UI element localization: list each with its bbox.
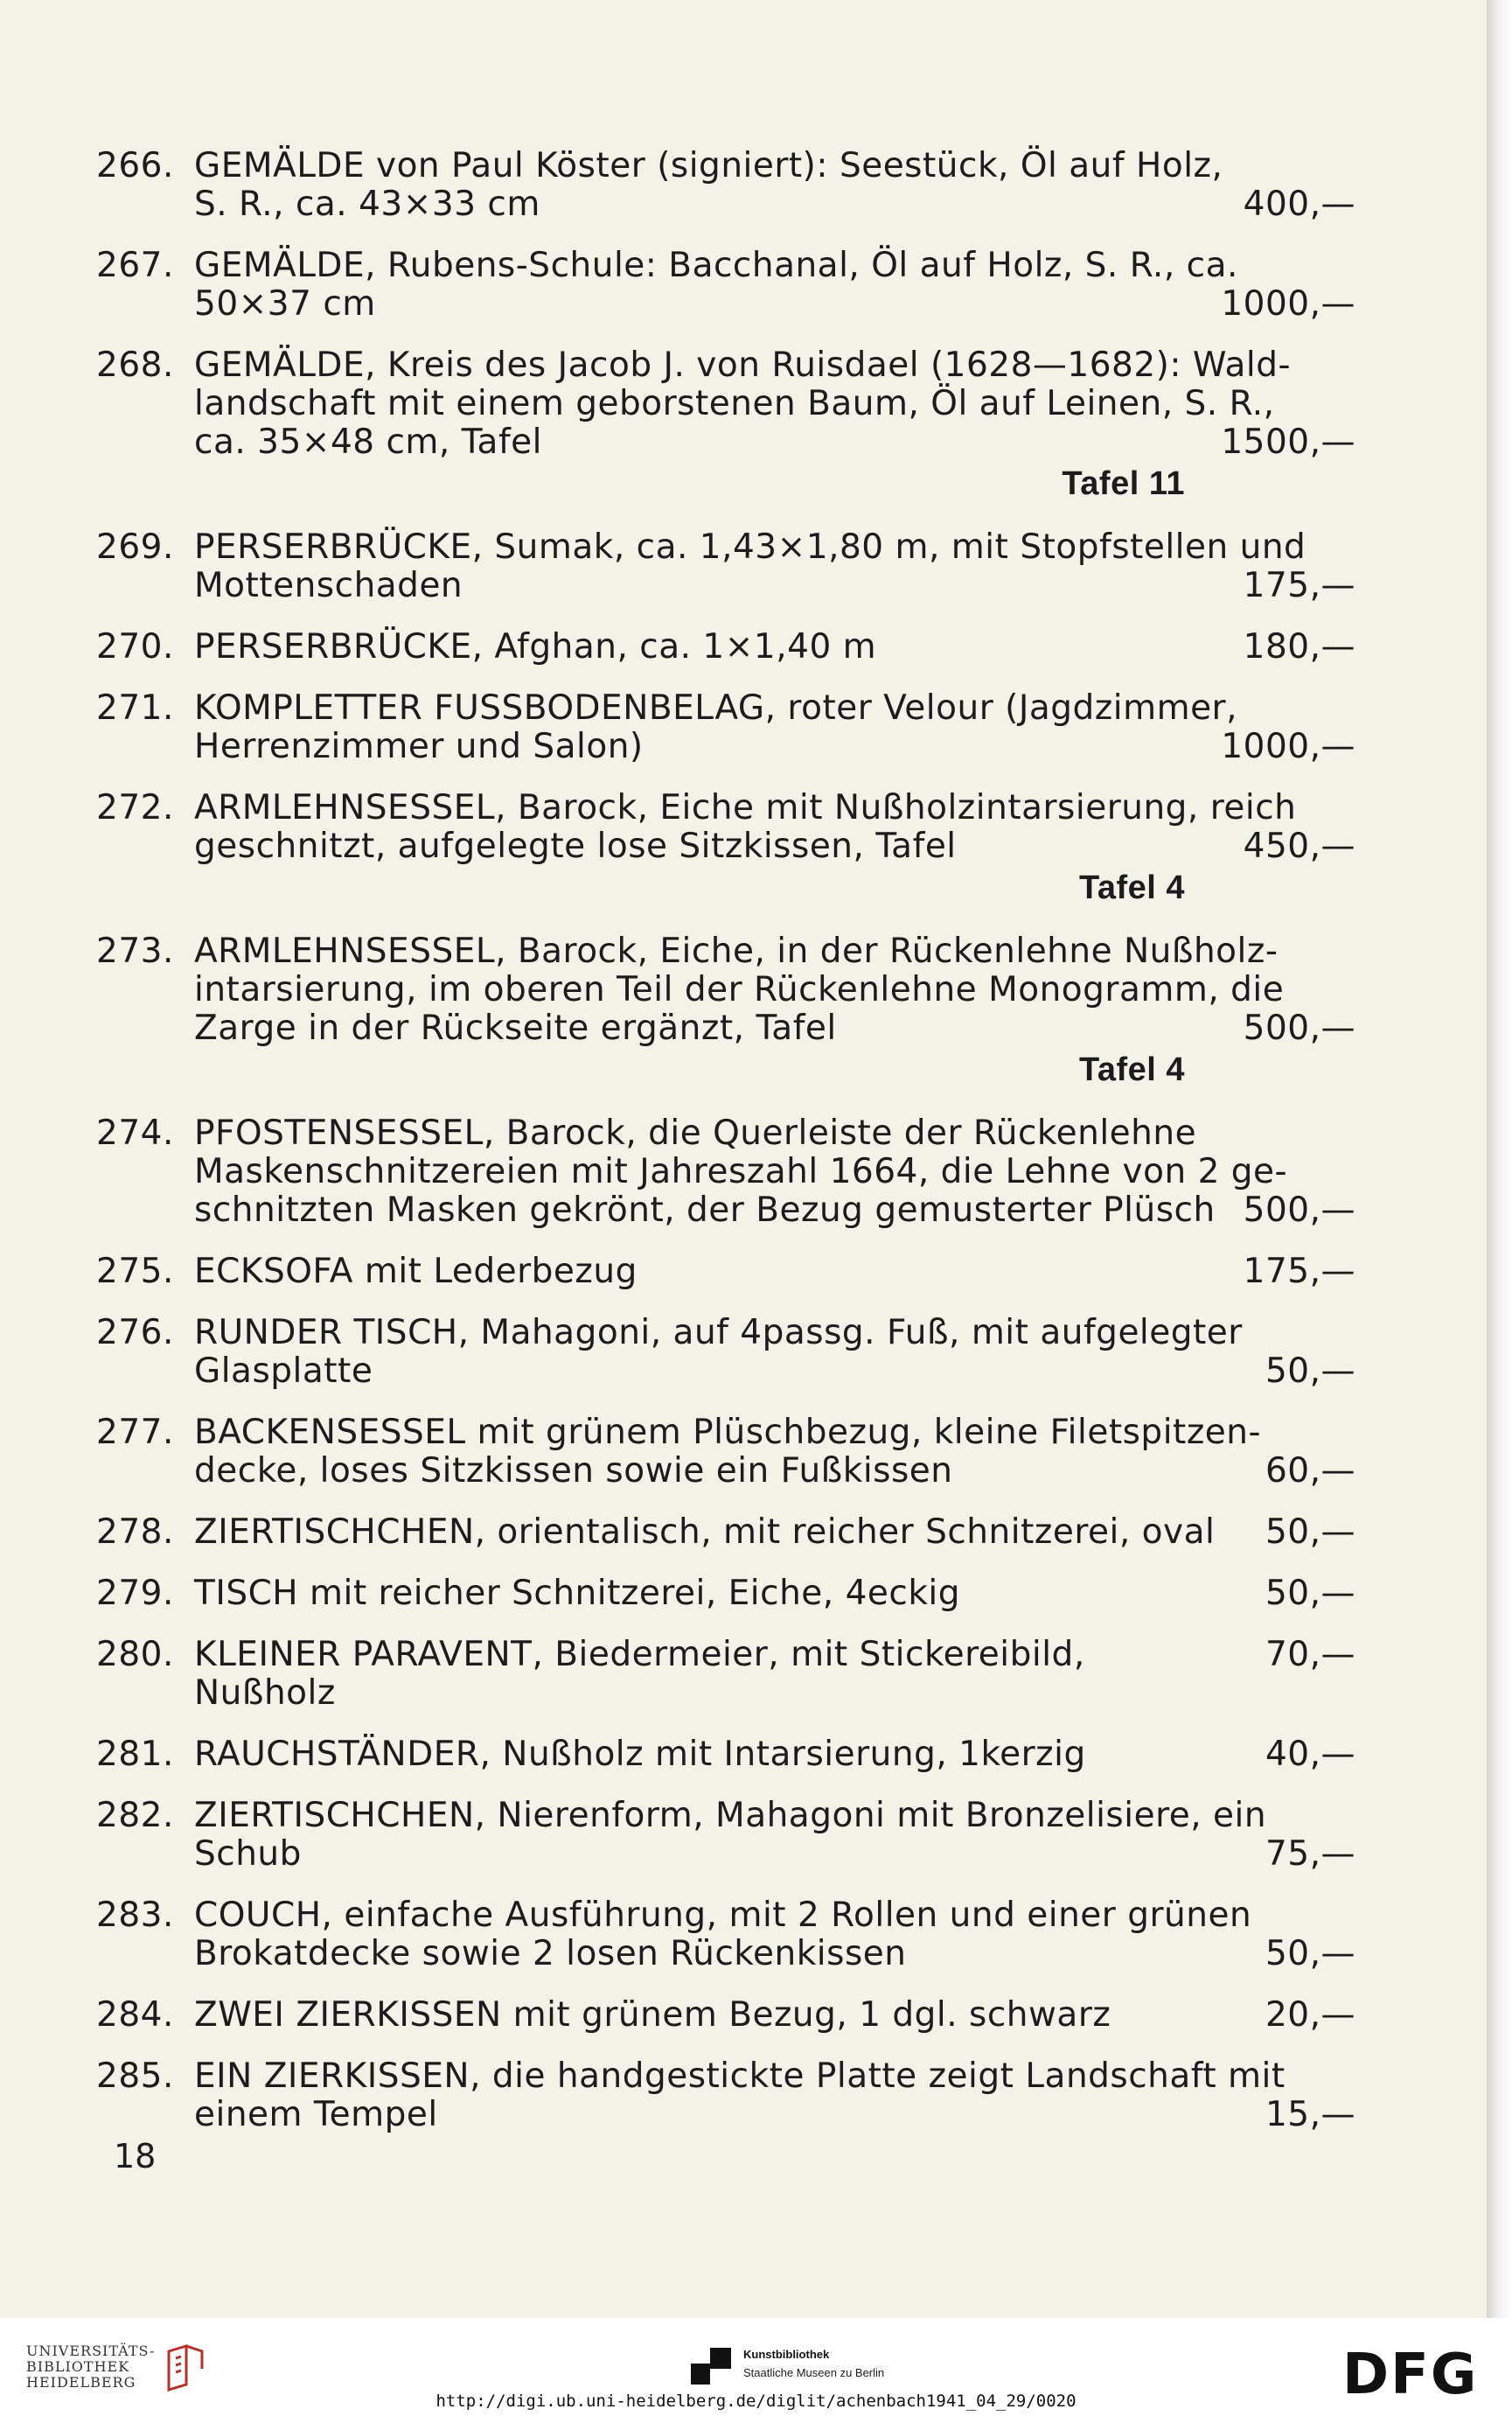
description-text: PERSERBRÜCKE, Sumak, ca. 1,43×1,80 m, mit Stopfstellen und	[194, 527, 1306, 567]
description-line	[194, 147, 1355, 185]
catalog-entry	[96, 1414, 1355, 1491]
page-number: 18	[114, 2137, 157, 2175]
lot-description	[194, 147, 1355, 224]
lot-price: 20,—	[1265, 1995, 1355, 2035]
description-line	[194, 1414, 1355, 1452]
lot-price: 1500,—	[1221, 422, 1355, 462]
description-text: ca. 35×48 cm, Tafel	[194, 422, 543, 462]
description-line	[194, 1896, 1355, 1935]
lot-price: 500,—	[1243, 1191, 1355, 1230]
university-seal-icon	[164, 2343, 207, 2392]
university-library-logo[interactable]	[26, 2343, 207, 2392]
description-line	[194, 1835, 1355, 1874]
description-line	[194, 528, 1355, 567]
description-text: Maskenschnitzereien mit Jahreszahl 1664, die Lehne von 2 ge-	[194, 1152, 1288, 1191]
description-text: RUNDER TISCH, Mahagoni, auf 4passg. Fuß, mit aufgelegter	[194, 1313, 1243, 1352]
description-line	[194, 789, 1355, 827]
catalog-entry	[96, 1735, 1355, 1774]
kunstbibliothek-title: Kunstbibliothek	[743, 2348, 830, 2361]
lot-number: 273.	[96, 932, 174, 971]
lot-description	[194, 1114, 1355, 1230]
kunstbibliothek-logo[interactable]	[691, 2348, 884, 2385]
catalog-entry	[96, 1314, 1355, 1391]
description-line	[194, 1153, 1355, 1191]
lot-description	[194, 1735, 1355, 1774]
description-text: COUCH, einfache Ausführung, mit 2 Rollen und einer grünen	[194, 1896, 1252, 1935]
catalog-entry	[96, 346, 1355, 506]
catalog-entry	[96, 247, 1355, 324]
catalog-entry	[96, 932, 1355, 1092]
description-line	[194, 423, 1355, 462]
description-text: Schub	[194, 1834, 302, 1874]
lot-number: 281.	[96, 1735, 174, 1774]
lot-price: 450,—	[1243, 827, 1355, 866]
description-line	[194, 628, 1355, 667]
lot-number: 279.	[96, 1574, 174, 1613]
lot-number: 276.	[96, 1313, 174, 1352]
description-text: ARMLEHNSESSEL, Barock, Eiche mit Nußholzintarsierung, reich	[194, 788, 1297, 827]
description-line	[194, 2096, 1355, 2134]
lot-price: 75,—	[1265, 1834, 1355, 1874]
lot-description	[194, 628, 1355, 667]
lot-number: 283.	[96, 1896, 174, 1935]
lot-description	[194, 1636, 1355, 1713]
description-line	[194, 1996, 1355, 2035]
description-text: Brokatdecke sowie 2 losen Rückenkissen	[194, 1934, 907, 1973]
lot-number: 278.	[96, 1512, 174, 1552]
description-text: ARMLEHNSESSEL, Barock, Eiche, in der Rückenlehne Nußholz-	[194, 932, 1279, 971]
catalog-entry	[96, 1996, 1355, 2035]
description-line	[194, 1636, 1355, 1713]
lot-description	[194, 1414, 1355, 1491]
plate-reference: Tafel 4	[1078, 1051, 1185, 1088]
description-text: intarsierung, im oberen Teil der Rückenlehne Monogramm, die	[194, 970, 1285, 1009]
description-line	[194, 689, 1355, 728]
description-line	[194, 1735, 1355, 1774]
lot-description	[194, 247, 1355, 324]
description-text: GEMÄLDE von Paul Köster (signiert): Seestück, Öl auf Holz,	[194, 146, 1223, 185]
description-line	[194, 728, 1355, 766]
description-text: Zarge in der Rückseite ergänzt, Tafel	[194, 1009, 837, 1048]
lot-description	[194, 346, 1355, 506]
lot-number: 275.	[96, 1252, 174, 1291]
description-text: geschnitzt, aufgelegte lose Sitzkissen, Tafel	[194, 827, 957, 866]
description-line	[194, 385, 1355, 423]
lot-description	[194, 932, 1355, 1092]
description-text: PFOSTENSESSEL, Barock, die Querleiste der Rückenlehne	[194, 1114, 1197, 1153]
lot-number: 282.	[96, 1796, 174, 1835]
description-text: KOMPLETTER FUSSBODENBELAG, roter Velour (Jagdzimmer,	[194, 688, 1237, 728]
lot-price: 1000,—	[1221, 727, 1355, 766]
page-edge-shadow	[1487, 0, 1512, 2416]
description-text: RAUCHSTÄNDER, Nußholz mit Intarsierung, 1kerzig	[194, 1735, 1086, 1774]
description-line	[194, 1191, 1355, 1230]
description-line	[194, 1452, 1355, 1491]
lot-number: 285.	[96, 2056, 174, 2096]
description-line	[194, 1114, 1355, 1153]
description-text: Herrenzimmer und Salon)	[194, 727, 644, 766]
description-line	[194, 1575, 1355, 1613]
catalog-entry	[96, 789, 1355, 910]
lot-number: 277.	[96, 1413, 174, 1452]
catalog-entry	[96, 528, 1355, 605]
plate-reference: Tafel 11	[1062, 465, 1185, 502]
description-line	[194, 567, 1355, 605]
catalog-list	[96, 147, 1355, 2157]
description-line	[194, 346, 1355, 385]
lot-price: 180,—	[1243, 627, 1355, 667]
description-text: 50×37 cm	[194, 284, 376, 324]
lot-number: 266.	[96, 146, 174, 185]
kunstbibliothek-emblem-icon	[691, 2348, 731, 2385]
lot-price: 500,—	[1243, 1009, 1355, 1048]
catalog-entry	[96, 1797, 1355, 1874]
lot-description	[194, 1996, 1355, 2035]
description-text: landschaft mit einem geborstenen Baum, Öl auf Leinen, S. R.,	[194, 384, 1275, 423]
description-line	[194, 185, 1355, 224]
description-line	[194, 1513, 1355, 1552]
description-text: ECKSOFA mit Lederbezug	[194, 1252, 638, 1291]
catalog-entry	[96, 2057, 1355, 2134]
lot-price: 50,—	[1265, 1574, 1355, 1613]
catalog-entry	[96, 1513, 1355, 1552]
lot-description	[194, 1513, 1355, 1552]
description-line	[194, 1797, 1355, 1835]
description-text: ZIERTISCHCHEN, orientalisch, mit reicher Schnitzerei, oval	[194, 1512, 1216, 1552]
catalog-entry	[96, 1253, 1355, 1291]
lot-description	[194, 689, 1355, 766]
description-line	[194, 932, 1355, 971]
description-text: ZWEI ZIERKISSEN mit grünem Bezug, 1 dgl. schwarz	[194, 1995, 1111, 2035]
description-text: einem Tempel	[194, 2095, 438, 2134]
lot-number: 268.	[96, 346, 174, 385]
description-line	[194, 1253, 1355, 1291]
digitization-footer	[0, 2318, 1512, 2416]
description-text: KLEINER PARAVENT, Biedermeier, mit Stickereibild, Nußholz	[194, 1635, 1085, 1713]
lot-number: 274.	[96, 1114, 174, 1153]
description-line	[194, 971, 1355, 1009]
lot-price: 175,—	[1243, 566, 1355, 605]
kunstbibliothek-subtitle: Staatliche Museen zu Berlin	[743, 2366, 885, 2379]
description-line	[194, 1935, 1355, 1973]
lot-price: 40,—	[1265, 1735, 1355, 1774]
lot-price: 60,—	[1265, 1451, 1355, 1491]
description-line	[194, 285, 1355, 324]
description-text: GEMÄLDE, Kreis des Jacob J. von Ruisdael (1628—1682): Wald-	[194, 346, 1292, 385]
lot-number: 284.	[96, 1995, 174, 2035]
lot-price: 175,—	[1243, 1252, 1355, 1291]
university-library-name: UNIVERSITÄTS- BIBLIOTHEK HEIDELBERG	[26, 2343, 156, 2391]
catalog-entry	[96, 1114, 1355, 1230]
description-text: Mottenschaden	[194, 566, 463, 605]
description-line	[194, 1009, 1355, 1048]
dfg-logo[interactable]: DFG	[1342, 2343, 1479, 2407]
description-text: GEMÄLDE, Rubens-Schule: Bacchanal, Öl auf Holz, S. R., ca.	[194, 246, 1238, 285]
description-line	[194, 247, 1355, 285]
lot-price: 70,—	[1265, 1635, 1355, 1674]
description-text: ZIERTISCHCHEN, Nierenform, Mahagoni mit Bronzelisiere, ein	[194, 1796, 1267, 1835]
lot-description	[194, 528, 1355, 605]
description-text: BACKENSESSEL mit grünem Plüschbezug, kleine Filetspitzen-	[194, 1413, 1262, 1452]
lot-price: 15,—	[1265, 2095, 1355, 2134]
description-text: schnitzten Masken gekrönt, der Bezug gemusterter Plüsch	[194, 1191, 1216, 1230]
lot-price: 50,—	[1265, 1934, 1355, 1973]
catalog-entry	[96, 1575, 1355, 1613]
lot-price: 50,—	[1265, 1512, 1355, 1552]
lot-description	[194, 1797, 1355, 1874]
lot-number: 272.	[96, 788, 174, 827]
lot-number: 271.	[96, 688, 174, 728]
lot-price: 50,—	[1265, 1351, 1355, 1391]
description-line	[194, 2057, 1355, 2096]
catalog-entry	[96, 147, 1355, 224]
description-line	[194, 1352, 1355, 1391]
lot-description	[194, 2057, 1355, 2134]
lot-price: 1000,—	[1221, 284, 1355, 324]
description-text: Glasplatte	[194, 1351, 373, 1391]
description-line	[194, 827, 1355, 866]
catalog-entry	[96, 628, 1355, 667]
lot-number: 280.	[96, 1635, 174, 1674]
description-text: decke, loses Sitzkissen sowie ein Fußkissen	[194, 1451, 953, 1491]
catalog-entry	[96, 1896, 1355, 1973]
lot-number: 270.	[96, 627, 174, 667]
catalog-entry	[96, 689, 1355, 766]
description-text: S. R., ca. 43×33 cm	[194, 185, 540, 224]
description-line	[194, 1314, 1355, 1352]
lot-description	[194, 789, 1355, 910]
lot-description	[194, 1896, 1355, 1973]
description-text: EIN ZIERKISSEN, die handgestickte Platte zeigt Landschaft mit	[194, 2056, 1286, 2096]
lot-description	[194, 1253, 1355, 1291]
catalog-entry	[96, 1636, 1355, 1713]
permalink-url[interactable]: http://digi.ub.uni-heidelberg.de/diglit/achenbach1941_04_29/0020	[435, 2392, 1077, 2411]
plate-reference: Tafel 4	[1078, 869, 1185, 906]
description-text: PERSERBRÜCKE, Afghan, ca. 1×1,40 m	[194, 627, 877, 667]
lot-price: 400,—	[1243, 185, 1355, 224]
lot-description	[194, 1314, 1355, 1391]
lot-description	[194, 1575, 1355, 1613]
lot-number: 269.	[96, 527, 174, 567]
lot-number: 267.	[96, 246, 174, 285]
description-text: TISCH mit reicher Schnitzerei, Eiche, 4eckig	[194, 1574, 961, 1613]
